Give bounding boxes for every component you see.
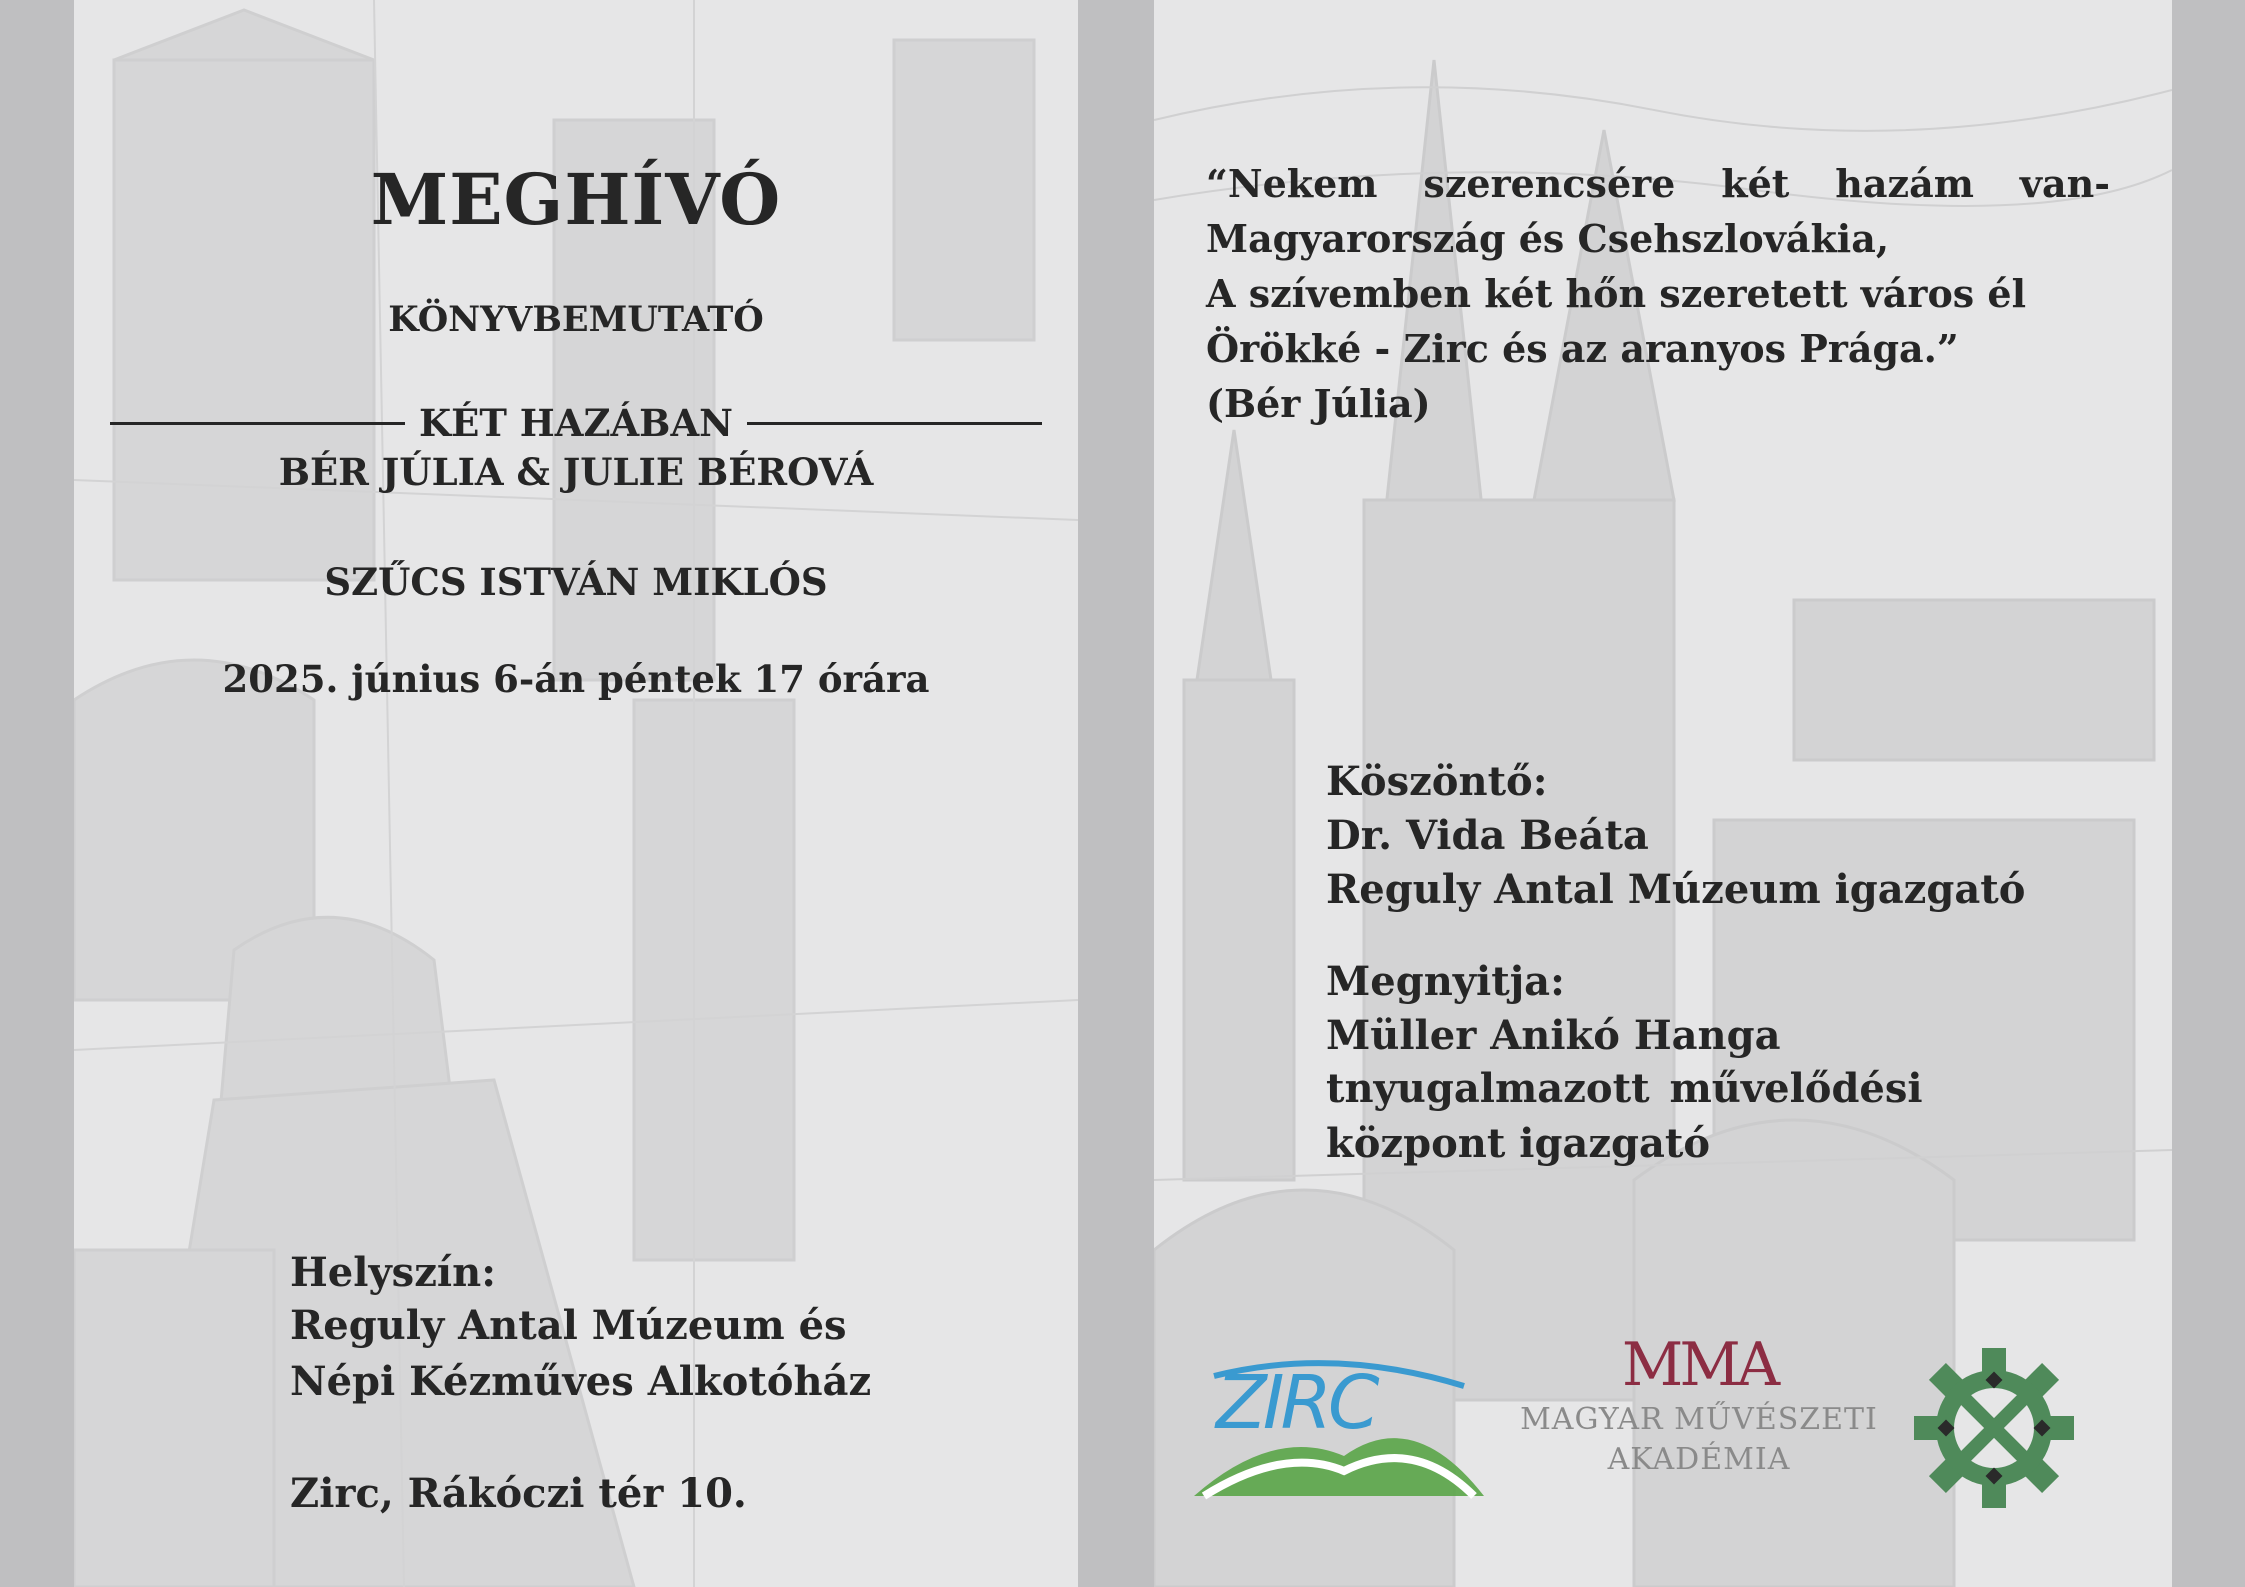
- book-title-row: [110, 400, 1042, 446]
- quote-line-3: A szívemben két hőn szeretett város él: [1206, 271, 2027, 316]
- mma-logo: [1514, 1330, 1884, 1500]
- welcome-speaker-name: Dr. Vida Beáta: [1326, 812, 1649, 859]
- event-date: 2025. június 6-án péntek 17 órára: [222, 657, 930, 701]
- opening-speaker-role-line-1: tnyugalmazott művelődési: [1326, 1065, 1923, 1112]
- welcome-speaker-role: Reguly Antal Múzeum igazgató: [1326, 866, 2026, 913]
- opening-label: Megnyitja:: [1326, 958, 1565, 1005]
- invitation-back-panel: [1154, 0, 2172, 1587]
- opening-speaker-role-line-2: központ igazgató: [1326, 1120, 1711, 1167]
- divider-right: [747, 422, 1042, 425]
- mma-name-line-1: MAGYAR MŰVÉSZETI: [1520, 1402, 1878, 1437]
- event-type: KÖNYVBEMUTATÓ: [388, 299, 764, 340]
- quote-attribution: (Bér Júlia): [1206, 381, 1431, 426]
- divider-left: [110, 422, 405, 425]
- quote-line-1: “Nekem szerencsére két hazám van-: [1206, 161, 2110, 206]
- invitation-front-panel: [74, 0, 1078, 1587]
- venue-address: Zirc, Rákóczi tér 10.: [290, 1470, 747, 1517]
- invitation-title: MEGHÍVÓ: [370, 158, 782, 241]
- quote-line-2: Magyarország és Csehszlovákia,: [1206, 216, 1890, 261]
- zirc-logo-text: ZIRC: [1216, 1360, 1376, 1446]
- mma-name-line-2: AKADÉMIA: [1607, 1442, 1791, 1477]
- book-authors: BÉR JÚLIA & JULIE BÉROVÁ: [278, 450, 874, 494]
- mma-logo-mark: MMA: [1621, 1330, 1777, 1400]
- quote-block: [1206, 156, 2110, 431]
- venue-label: Helyszín:: [290, 1249, 496, 1296]
- illustrator-name: SZŰCS ISTVÁN MIKLÓS: [324, 560, 828, 604]
- book-title: KÉT HAZÁBAN: [419, 401, 733, 445]
- venue-line-2: Népi Kézműves Alkotóház: [290, 1358, 872, 1405]
- venue-line-1: Reguly Antal Múzeum és: [290, 1302, 847, 1349]
- welcome-label: Köszöntő:: [1326, 758, 1548, 805]
- gear-crest-icon: [1914, 1348, 2074, 1508]
- quote-line-4: Örökké - Zirc és az aranyos Prága.”: [1206, 326, 1959, 371]
- opening-speaker-name: Müller Anikó Hanga: [1326, 1012, 1781, 1059]
